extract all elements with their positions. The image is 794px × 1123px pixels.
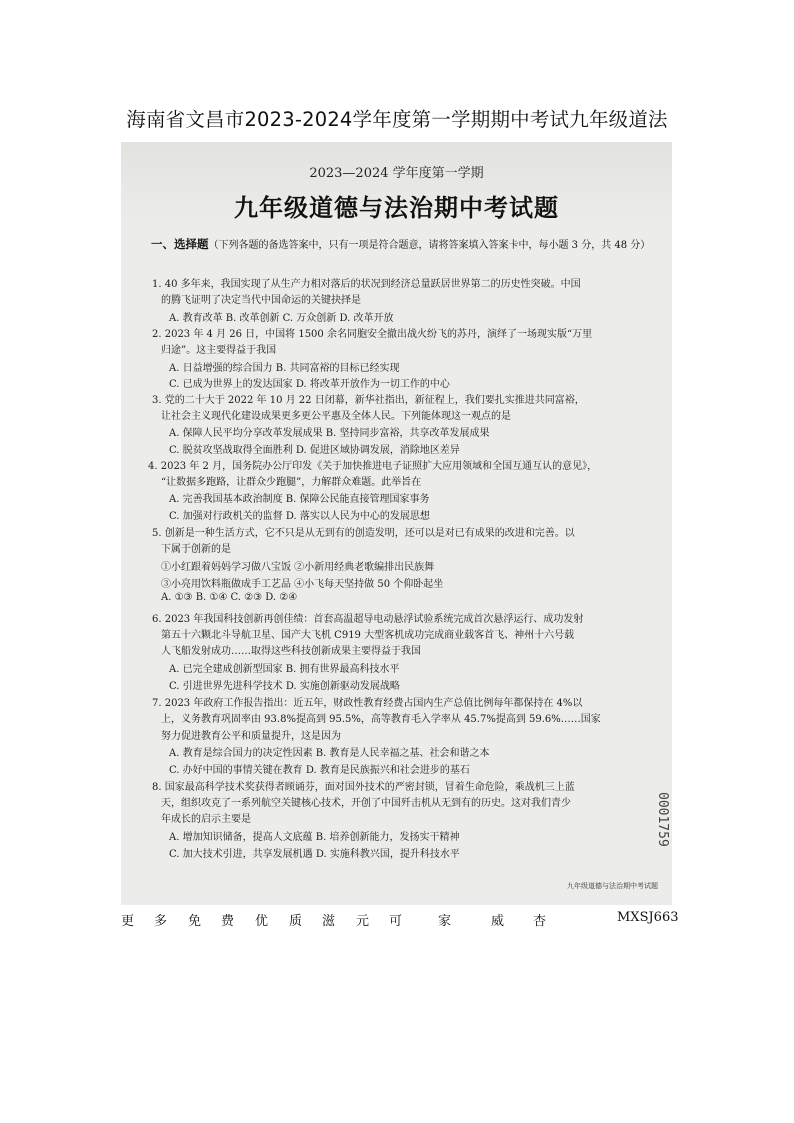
question-line: 4. 2023 年 2 月，国务院办公厅印发《关于加快推进电子证照扩大应用领域和全国互通互认的意见》， [148, 461, 598, 472]
question-line: A. 教育改革 B. 改革创新 C. 万众创新 D. 改革开放 [169, 313, 394, 324]
question-line: ①小红跟着妈妈学习做八宝饭 ②小新用经典老歌编排出民族舞 [161, 562, 435, 573]
question-line: 年成长的启示主要是 [161, 814, 251, 825]
page-footer-note: 九年级道德与法治期中考试题 [567, 882, 658, 890]
bottom-line-char: 免 [188, 914, 202, 929]
question-line: 6. 2023 年我国科技创新再创佳绩：首套高温超导电动悬浮试验系统完成首次悬浮运行、成功发射 [152, 614, 584, 625]
bottom-line-char: 多 [154, 914, 168, 929]
bottom-line-char: 家 [438, 914, 452, 929]
serial-number: 0001759 [655, 792, 670, 847]
question-line: A. 保障人民平均分享改革发展成果 B. 坚持同步富裕，共享改革发展成果 [169, 428, 490, 439]
question-line: A. 完善我国基本政治制度 B. 保障公民能直接管理国家事务 [169, 494, 430, 505]
question-line: A. ①③ B. ①④ C. ②③ D. ②④ [161, 592, 298, 603]
question-line: 下属于创新的是 [161, 544, 231, 555]
bottom-line-char: 滋 [322, 914, 336, 929]
question-line: 努力促进教育公平和质量提升，这是因为 [161, 731, 341, 742]
question-line: A. 日益增强的综合国力 B. 共同富裕的目标已经实现 [169, 363, 400, 374]
question-line: “让数据多跑路，让群众少跑腿”，力解群众难题。此举旨在 [161, 477, 422, 488]
exam-subtitle: 2023—2024 学年度第一学期 [309, 166, 484, 181]
question-line: 归途”。这主要得益于我国 [161, 345, 277, 356]
question-line: 5. 创新是一种生活方式，它不只是从无到有的创造发明，还可以是对已有成果的改进和完善。以 [152, 528, 575, 539]
bottom-line-char: MXSJ663 [617, 910, 679, 925]
question-line: C. 已成为世界上的发达国家 D. 将改革开放作为一切工作的中心 [169, 379, 450, 390]
question-line: 2. 2023 年 4 月 26 日，中国将 1500 余名同胞安全撤出战火纷飞的苏丹，演绎了一场现实版“万里 [152, 329, 593, 340]
question-line: 第五十六颗北斗导航卫星、国产大飞机 C919 大型客机成功完成商业载客首飞、神州十六号载 [161, 630, 575, 641]
question-line: 人飞船发射成功……取得这些科技创新成果主要得益于我国 [161, 646, 421, 657]
scanned-exam-page [121, 142, 672, 905]
question-line: 上，义务教育巩固率由 93.8%提高到 95.5%，高等教育毛入学率从 45.7%提高到 59.6%……国家 [161, 714, 601, 725]
document-title: 海南省文昌市2023-2024学年度第一学期期中考试九年级道法 [126, 108, 668, 131]
section-heading-label: 一、选择题 [151, 237, 209, 251]
question-line: A. 已完全建成创新型国家 B. 拥有世界最高科技水平 [169, 664, 400, 675]
question-line: A. 教育是综合国力的决定性因素 B. 教育是人民幸福之基、社会和谐之本 [169, 748, 490, 759]
bottom-line-char: 威 [491, 914, 505, 929]
question-line: 天，组织攻克了一系列航空关键核心技术，开创了中国歼击机从无到有的历史。这对我们青少 [161, 798, 571, 809]
section-note: （下列各题的备选答案中，只有一项是符合题意，请将答案填入答案卡中，每小题 3 分，共 48 分） [208, 240, 651, 251]
question-line: 8. 国家最高科学技术奖获得者顾诵芬，面对国外技术的严密封锁，冒着生命危险，乘战机三上蓝 [152, 782, 575, 793]
question-line: C. 加强对行政机关的监督 D. 落实以人民为中心的发展思想 [169, 511, 430, 522]
question-line: ③小亮用饮料瓶做成手工艺品 ④小飞每天坚持做 50 个仰卧起坐 [161, 579, 444, 590]
bottom-line-char: 费 [221, 914, 235, 929]
question-line: C. 加大技术引进，共享发展机遇 D. 实施科教兴国，提升科技水平 [169, 849, 460, 860]
question-line: C. 脱贫攻坚战取得全面胜利 D. 促进区域协调发展，消除地区差异 [169, 445, 460, 456]
bottom-line-char: 更 [121, 914, 135, 929]
exam-title: 九年级道德与法治期中考试题 [234, 194, 559, 222]
section-heading [151, 236, 651, 254]
question-line: C. 办好中国的事情关键在教育 D. 教育是民族振兴和社会进步的基石 [169, 765, 470, 776]
question-line: 1. 40 多年来，我国实现了从生产力相对落后的状况到经济总量跃居世界第二的历史性突破。中国 [152, 279, 581, 290]
question-line: 7. 2023 年政府工作报告指出：近五年，财政性教育经费占国内生产总值比例每年都保持在 4%以 [152, 698, 583, 709]
question-line: C. 引进世界先进科学技术 D. 实施创新驱动发展战略 [169, 681, 400, 692]
bottom-line-char: 元 [356, 914, 370, 929]
question-line: A. 增加知识储备，提高人文底蕴 B. 培养创新能力，发扬实干精神 [169, 832, 460, 843]
bottom-watermark-line [0, 910, 794, 928]
bottom-line-char: 杏 [533, 914, 547, 929]
bottom-line-char: 质 [289, 914, 303, 929]
question-line: 的腾飞证明了决定当代中国命运的关键抉择是 [161, 295, 361, 306]
bottom-line-char: 可 [389, 914, 403, 929]
bottom-line-char: 优 [255, 914, 269, 929]
question-line: 3. 党的二十大于 2022 年 10 月 22 日闭幕，新华社指出，新征程上，我们要扎实推进共同富裕， [152, 395, 585, 406]
question-line: 让社会主义现代化建设成果更多更公平惠及全体人民。下列能体现这一观点的是 [161, 411, 511, 422]
